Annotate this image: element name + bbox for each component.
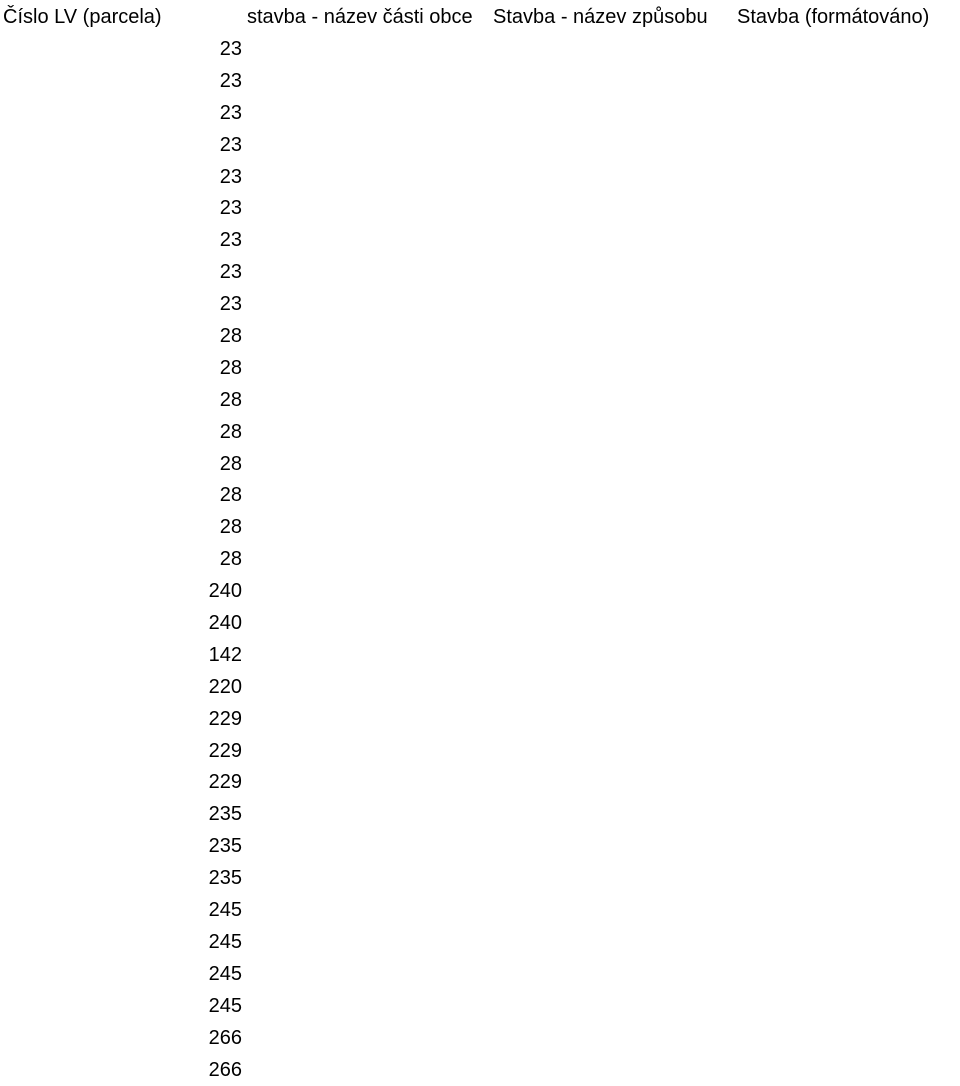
cislo-lv-cell[interactable]: 28 — [0, 385, 242, 417]
cislo-lv-cell[interactable]: 235 — [0, 799, 242, 831]
table-row — [0, 193, 960, 225]
header-nazev-zpusobu[interactable]: Stavba - název způsobu — [493, 0, 735, 34]
table-row — [0, 544, 960, 576]
table-row — [0, 512, 960, 544]
cislo-lv-cell[interactable]: 229 — [0, 704, 242, 736]
cislo-lv-cell[interactable]: 23 — [0, 98, 242, 130]
cislo-lv-cell[interactable]: 240 — [0, 576, 242, 608]
cislo-lv-cell[interactable]: 23 — [0, 193, 242, 225]
cislo-lv-cell[interactable]: 28 — [0, 480, 242, 512]
cislo-lv-cell[interactable]: 235 — [0, 863, 242, 895]
table-row — [0, 1055, 960, 1086]
cislo-lv-cell[interactable]: 23 — [0, 289, 242, 321]
cislo-lv-cell[interactable]: 28 — [0, 544, 242, 576]
table-row — [0, 927, 960, 959]
table-row — [0, 863, 960, 895]
table-row — [0, 225, 960, 257]
cislo-lv-cell[interactable]: 28 — [0, 449, 242, 481]
cislo-lv-cell[interactable]: 235 — [0, 831, 242, 863]
table-row — [0, 417, 960, 449]
table-row — [0, 34, 960, 66]
table-row — [0, 704, 960, 736]
header-row — [0, 0, 960, 34]
table-row — [0, 991, 960, 1023]
cislo-lv-cell[interactable]: 245 — [0, 895, 242, 927]
cislo-lv-cell[interactable]: 28 — [0, 417, 242, 449]
cislo-lv-cell[interactable]: 23 — [0, 130, 242, 162]
table-row — [0, 576, 960, 608]
cislo-lv-cell[interactable]: 23 — [0, 162, 242, 194]
table-row — [0, 289, 960, 321]
table-row — [0, 959, 960, 991]
cislo-lv-cell[interactable]: 240 — [0, 608, 242, 640]
cislo-lv-cell[interactable]: 28 — [0, 353, 242, 385]
table-row — [0, 736, 960, 768]
cislo-lv-cell[interactable]: 23 — [0, 257, 242, 289]
table-row — [0, 831, 960, 863]
cislo-lv-cell[interactable]: 229 — [0, 736, 242, 768]
cislo-lv-cell[interactable]: 28 — [0, 321, 242, 353]
cislo-lv-cell[interactable]: 245 — [0, 927, 242, 959]
cislo-lv-cell[interactable]: 23 — [0, 66, 242, 98]
cislo-lv-cell[interactable]: 142 — [0, 640, 242, 672]
cislo-lv-cell[interactable]: 229 — [0, 767, 242, 799]
table-row — [0, 162, 960, 194]
cislo-lv-cell[interactable]: 266 — [0, 1055, 242, 1086]
table-row — [0, 767, 960, 799]
table-row — [0, 257, 960, 289]
header-cislo-lv[interactable]: Číslo LV (parcela) — [3, 0, 243, 34]
table-row — [0, 1023, 960, 1055]
cislo-lv-cell[interactable]: 245 — [0, 991, 242, 1023]
cislo-lv-cell[interactable]: 28 — [0, 512, 242, 544]
table-row — [0, 449, 960, 481]
data-rows — [0, 34, 960, 1086]
cislo-lv-cell[interactable]: 245 — [0, 959, 242, 991]
table-row — [0, 640, 960, 672]
cislo-lv-cell[interactable]: 23 — [0, 225, 242, 257]
table-row — [0, 799, 960, 831]
table-row — [0, 130, 960, 162]
table-row — [0, 385, 960, 417]
table-row — [0, 672, 960, 704]
table-row — [0, 66, 960, 98]
cislo-lv-cell[interactable]: 220 — [0, 672, 242, 704]
cislo-lv-cell[interactable]: 23 — [0, 34, 242, 66]
header-nazev-casti-obce[interactable]: stavba - název části obce — [247, 0, 492, 34]
table-row — [0, 480, 960, 512]
cislo-lv-cell[interactable]: 266 — [0, 1023, 242, 1055]
header-stavba-formatovano[interactable]: Stavba (formátováno) — [737, 0, 960, 34]
table-row — [0, 353, 960, 385]
table-row — [0, 98, 960, 130]
table-row — [0, 321, 960, 353]
table-row — [0, 895, 960, 927]
table-row — [0, 608, 960, 640]
